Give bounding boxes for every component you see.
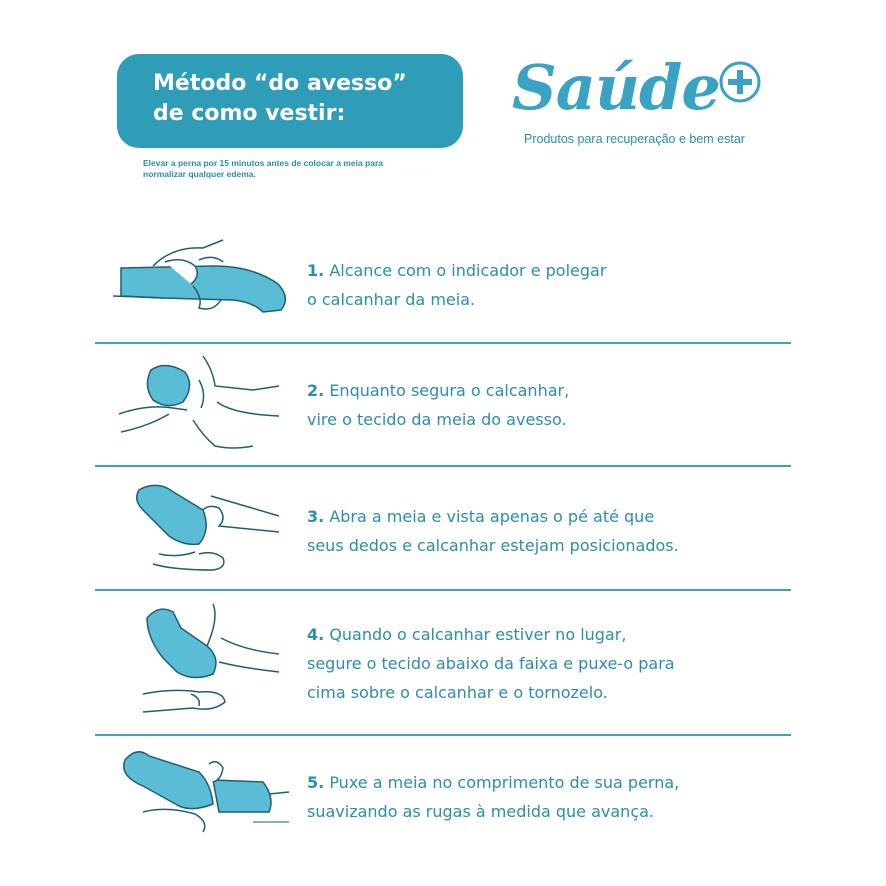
step-3-illustration (103, 474, 293, 578)
step-4-line-1 (307, 620, 675, 649)
step-2-illustration (103, 350, 293, 454)
divider (95, 589, 791, 591)
edema-note-line-2: normalizar qualquer edema. (143, 169, 256, 179)
step-1-line-2: o calcanhar da meia. (307, 290, 476, 309)
step-3-line-2: seus dedos e calcanhar estejam posicionados. (307, 536, 679, 555)
title-line-2: de como vestir: (153, 101, 346, 126)
step-1-number: 1. (307, 261, 325, 280)
plus-circle-icon (718, 60, 762, 104)
step-2-line-2: vire o tecido da meia do avesso. (307, 410, 567, 429)
logo-tagline: Produtos para recuperação e bem estar (524, 132, 745, 146)
step-5-illustration (103, 742, 293, 836)
step-1 (95, 236, 791, 336)
step-2-line-1 (307, 376, 569, 405)
divider (95, 342, 791, 344)
step-1-line-1-text: Alcance com o indicador e polegar (329, 261, 607, 280)
divider (95, 734, 791, 736)
step-5 (95, 742, 791, 842)
step-5-line-1 (307, 768, 679, 797)
step-4 (95, 598, 791, 728)
title-line-1: Método “do avesso” (153, 71, 407, 96)
step-4-line-1-text: Quando o calcanhar estiver no lugar, (329, 625, 627, 644)
step-4-text (307, 620, 675, 707)
step-1-line-1 (307, 256, 606, 285)
step-5-text (307, 768, 679, 826)
edema-note-line-1: Elevar a perna por 15 minutos antes de colocar a meia para (143, 158, 383, 168)
step-4-line-2: segure o tecido abaixo da faixa e puxe-o para (307, 654, 675, 673)
step-4-number: 4. (307, 625, 325, 644)
title-box (117, 54, 463, 148)
step-5-line-1-text: Puxe a meia no comprimento de sua perna, (329, 773, 680, 792)
step-2-line-1-text: Enquanto segura o calcanhar, (329, 381, 570, 400)
step-5-line-2: suavizando as rugas à medida que avança. (307, 802, 654, 821)
step-2-text (307, 376, 569, 434)
step-3-line-1 (307, 502, 679, 531)
step-5-number: 5. (307, 773, 325, 792)
step-2 (95, 350, 791, 462)
brand-logo (512, 48, 772, 158)
edema-note (143, 158, 383, 180)
step-2-number: 2. (307, 381, 325, 400)
step-1-illustration (103, 236, 293, 326)
step-4-line-3: cima sobre o calcanhar e o tornozelo. (307, 683, 608, 702)
step-4-illustration (103, 598, 293, 722)
step-3 (95, 474, 791, 584)
step-1-text (307, 256, 606, 314)
step-3-text (307, 502, 679, 560)
logo-wordmark: Saúde (512, 51, 720, 124)
divider (95, 465, 791, 467)
step-3-line-1-text: Abra a meia e vista apenas o pé até que (329, 507, 655, 526)
step-3-number: 3. (307, 507, 325, 526)
